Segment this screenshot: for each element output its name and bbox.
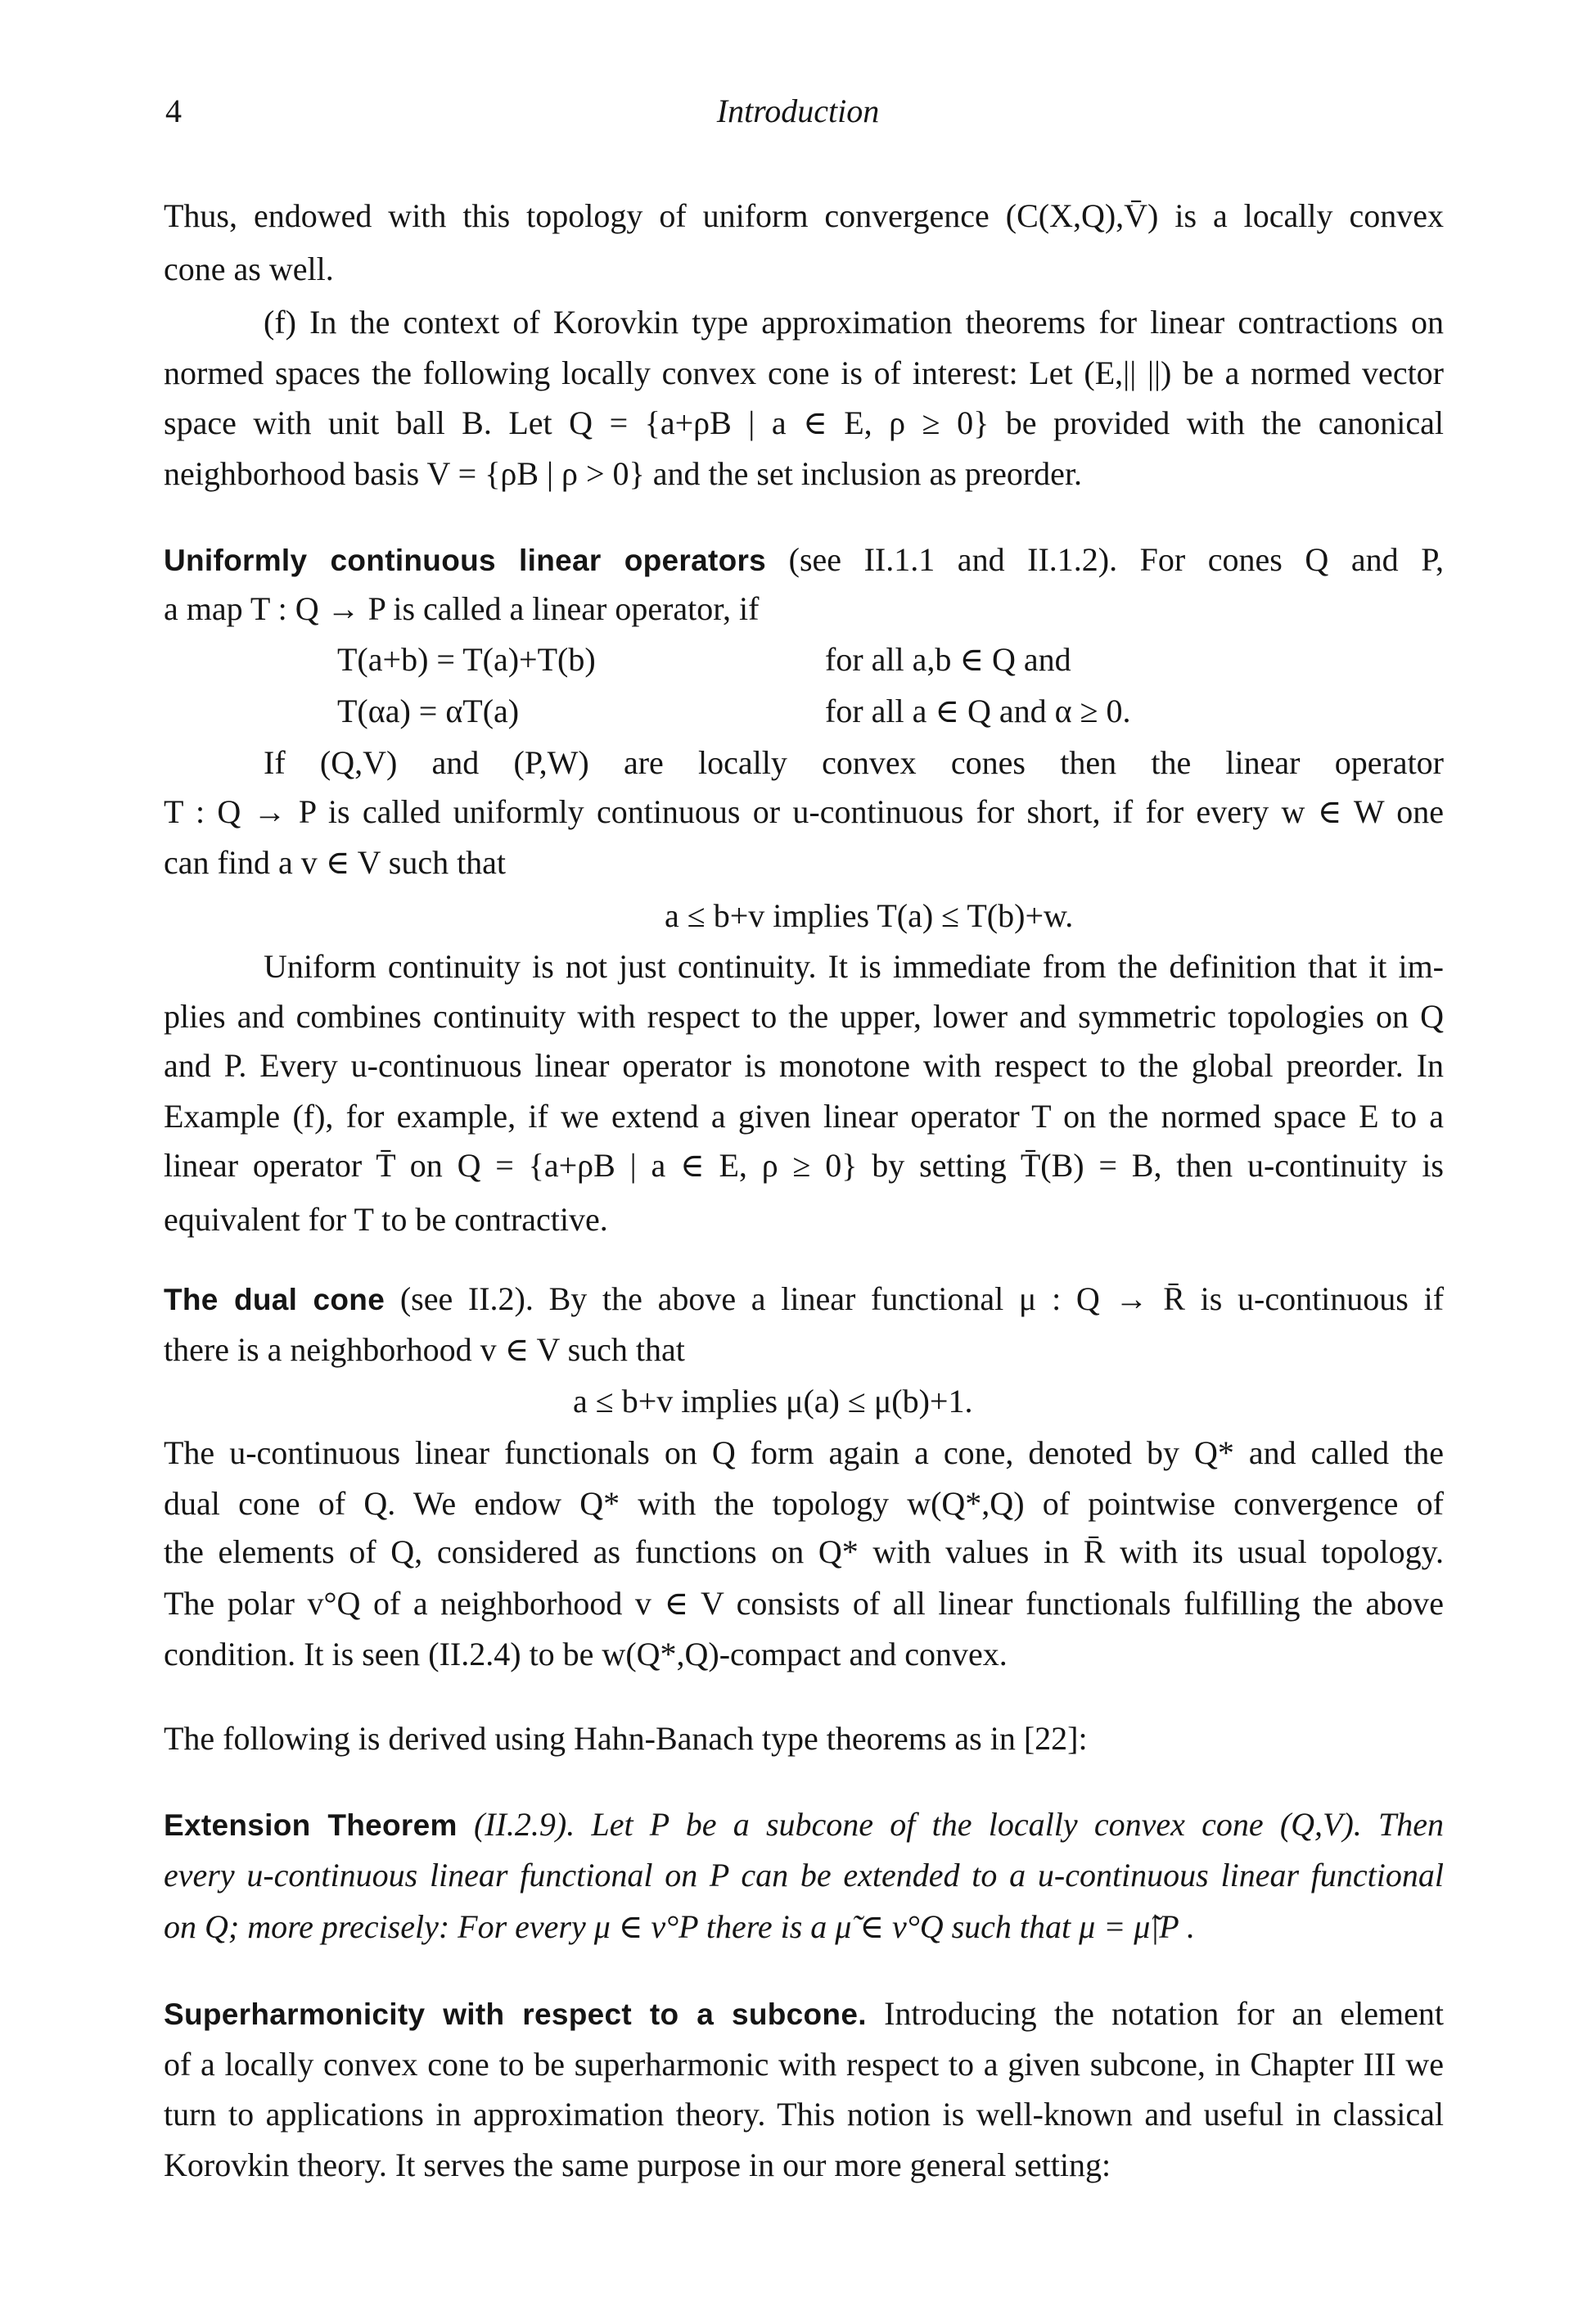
text-line: condition. It is seen (II.2.4) to be w(Q*,Q)-compact and convex. — [164, 1636, 1008, 1672]
text-line: equivalent for T to be contractive. — [164, 1201, 608, 1238]
section-heading-dual-cone: The dual cone — [164, 1283, 385, 1316]
section-line: Extension Theorem (II.2.9). Let P be a subcone of the locally convex cone (Q,V). Then — [164, 1806, 1445, 1843]
theorem-text: every u-continuous linear functional on P can be extended to a u-continuous linear functional — [164, 1857, 1444, 1894]
section-heading-uniformly-continuous: Uniformly continuous linear operators — [164, 544, 767, 577]
running-title: Introduction — [716, 93, 880, 129]
equation-condition: for all a,b ∈ Q and — [825, 641, 1071, 678]
text-line: If (Q,V) and (P,W) are locally convex cones then the linear operator — [264, 744, 1444, 781]
text-line: T : Q → P is called uniformly continuous or u-continuous for short, if for every w ∈ W one — [164, 793, 1444, 830]
text-line: The u-continuous linear functionals on Q form again a cone, denoted by Q* and called the — [164, 1434, 1444, 1471]
section-line: The dual cone (see II.2). By the above a linear functional μ : Q → R̄ is u-continuous if — [164, 1280, 1445, 1317]
text-line: of a locally convex cone to be superharmonic with respect to a given subcone, in Chapter III we — [164, 2046, 1444, 2083]
text-line: there is a neighborhood v ∈ V such that — [164, 1331, 685, 1368]
text-line: can find a v ∈ V such that — [164, 844, 507, 881]
equation-left: T(αa) = αT(a) — [337, 693, 520, 729]
equation-left: T(a+b) = T(a)+T(b) — [337, 641, 596, 678]
text-line: turn to applications in approximation theory. This notion is well-known and useful in classical — [164, 2096, 1444, 2133]
display-equation: a ≤ b+v implies T(a) ≤ T(b)+w. — [665, 897, 1074, 934]
text-line: The following is derived using Hahn-Banach type theorems as in [22]: — [164, 1720, 1088, 1757]
text-line: space with unit ball B. Let Q = {a+ρB | a ∈ E, ρ ≥ 0} be provided with the canonical — [164, 404, 1444, 441]
page-number: 4 — [165, 93, 182, 129]
text-line: cone as well. — [164, 251, 334, 287]
text-line: Example (f), for example, if we extend a given linear operator T on the normed space E to a — [164, 1098, 1444, 1135]
equation-condition: for all a ∈ Q and α ≥ 0. — [825, 693, 1131, 729]
text-line: (f) In the context of Korovkin type approximation theorems for linear contractions on — [264, 304, 1444, 341]
text-line: Uniform continuity is not just continuity. It is immediate from the definition that it im- — [264, 948, 1444, 985]
text-line: dual cone of Q. We endow Q* with the topology w(Q*,Q) of pointwise convergence of — [164, 1485, 1444, 1522]
text-line: Korovkin theory. It serves the same purpose in our more general setting: — [164, 2146, 1111, 2183]
text-line: neighborhood basis V = {ρB | ρ > 0} and the set inclusion as preorder. — [164, 455, 1083, 492]
theorem-text: on Q; more precisely: For every μ ∈ v°P there is a μ̃ ∈ v°Q such that μ = μ̃|P . — [164, 1908, 1195, 1945]
text-line: plies and combines continuity with respect to the upper, lower and symmetric topologies on Q — [164, 998, 1444, 1035]
text-line: and P. Every u-continuous linear operator is monotone with respect to the global preorder. In — [164, 1047, 1444, 1084]
display-equation: a ≤ b+v implies μ(a) ≤ μ(b)+1. — [573, 1383, 973, 1420]
text-line: linear operator T̄ on Q = {a+ρB | a ∈ E, ρ ≥ 0} by setting T̄(B) = B, then u-continuity is — [164, 1147, 1444, 1184]
theorem-heading-extension: Extension Theorem — [164, 1808, 458, 1842]
section-line: Uniformly continuous linear operators (see II.1.1 and II.1.2). For cones Q and P, — [164, 541, 1445, 578]
text-line: Thus, endowed with this topology of uniform convergence (C(X,Q),V̄) is a locally convex — [164, 197, 1444, 234]
section-line: Superharmonicity with respect to a subcone. Introducing the notation for an element — [164, 1995, 1445, 2032]
text-line: The polar v°Q of a neighborhood v ∈ V consists of all linear functionals fulfilling the above — [164, 1585, 1444, 1622]
text-line: normed spaces the following locally convex cone is of interest: Let (E,|| ||) be a normed vector — [164, 354, 1444, 391]
text-line: a map T : Q → P is called a linear operator, if — [164, 590, 760, 627]
section-heading-superharmonicity: Superharmonicity with respect to a subcone. — [164, 1997, 867, 2031]
text-line: the elements of Q, considered as functions on Q* with values in R̄ with its usual topology. — [164, 1533, 1444, 1570]
